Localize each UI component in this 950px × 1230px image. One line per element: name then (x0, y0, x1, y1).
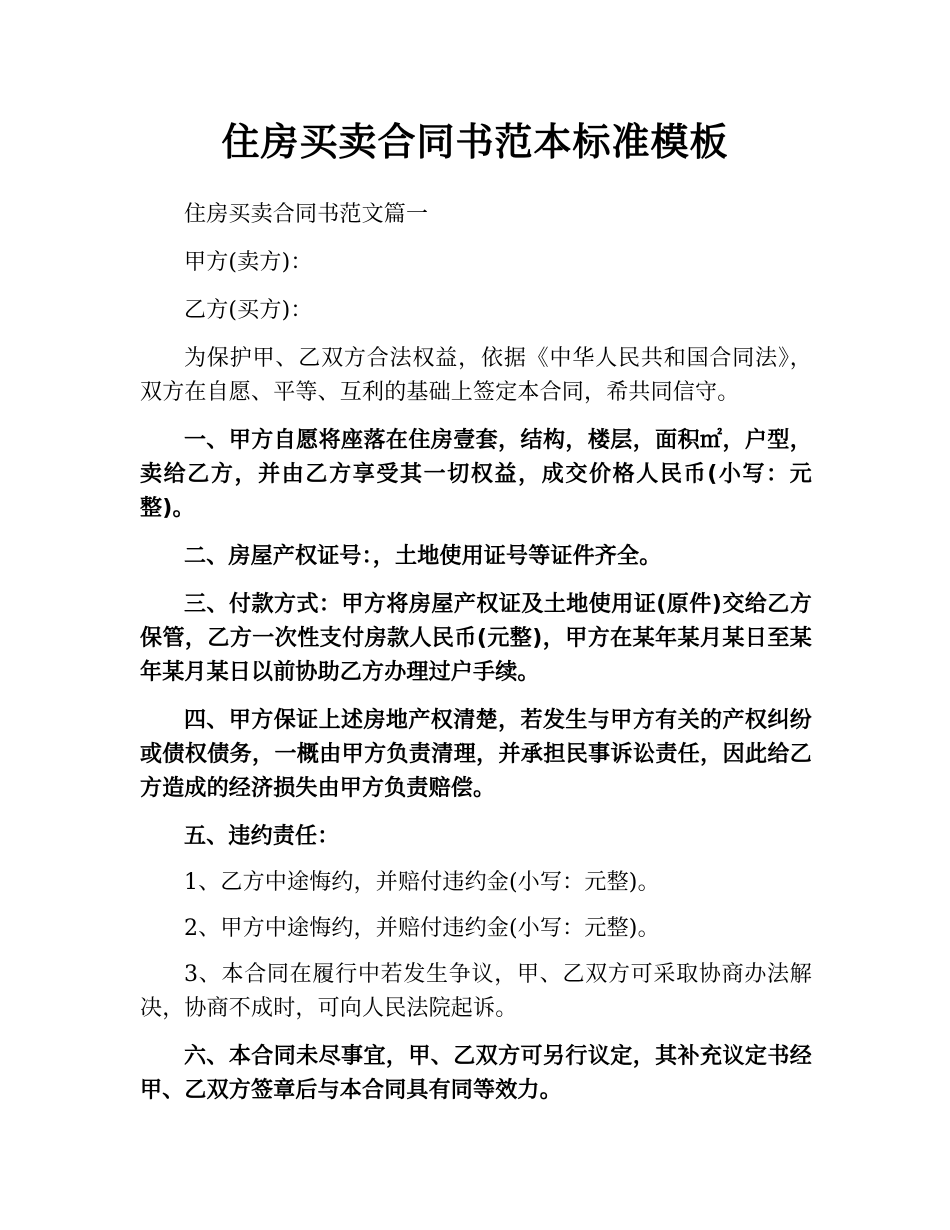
paragraph-subtitle: 住房买卖合同书范文篇一 (184, 202, 429, 227)
clause-5-heading: 五、违约责任： (184, 824, 340, 849)
clause-5-item-3: 3、本合同在履行中若发生争议，甲、乙双方可采取协商办法解决，协商不成时，可向人民法院起诉。 (140, 962, 812, 1021)
clause-6: 六、本合同未尽事宜，甲、乙双方可另行议定，其补充议定书经甲、乙双方签章后与本合同具有同等效力。 (140, 1044, 812, 1103)
paragraph-party-a: 甲方(卖方)： (184, 250, 313, 275)
clause-2: 二、房屋产权证号：，土地使用证号等证件齐全。 (184, 544, 662, 569)
clause-5-item-1: 1、乙方中途悔约，并赔付违约金(小写：元整)。 (184, 870, 660, 895)
document-title: 住房买卖合同书范本标准模板 (221, 120, 729, 164)
paragraph-party-b: 乙方(买方)： (184, 298, 313, 323)
document-body (140, 198, 812, 1122)
clause-3: 三、付款方式：甲方将房屋产权证及土地使用证(原件)交给乙方保管，乙方一次性支付房款人民币(元整)，甲方在某年某月某日至某年某月某日以前协助乙方办理过户手续。 (140, 592, 812, 685)
paragraph-preamble: 为保护甲、乙双方合法权益，依据《中华人民共和国合同法》，双方在自愿、平等、互利的基础上签定本合同，希共同信守。 (140, 346, 812, 405)
clause-1: 一、甲方自愿将座落在住房壹套，结构，楼层，面积㎡，户型，卖给乙方，并由乙方享受其一切权益，成交价格人民币(小写：元整)。 (140, 428, 812, 521)
clause-5-item-2: 2、甲方中途悔约，并赔付违约金(小写：元整)。 (184, 916, 660, 941)
clause-4: 四、甲方保证上述房地产权清楚，若发生与甲方有关的产权纠纷或债权债务，一概由甲方负责清理，并承担民事诉讼责任，因此给乙方造成的经济损失由甲方负责赔偿。 (140, 708, 812, 801)
